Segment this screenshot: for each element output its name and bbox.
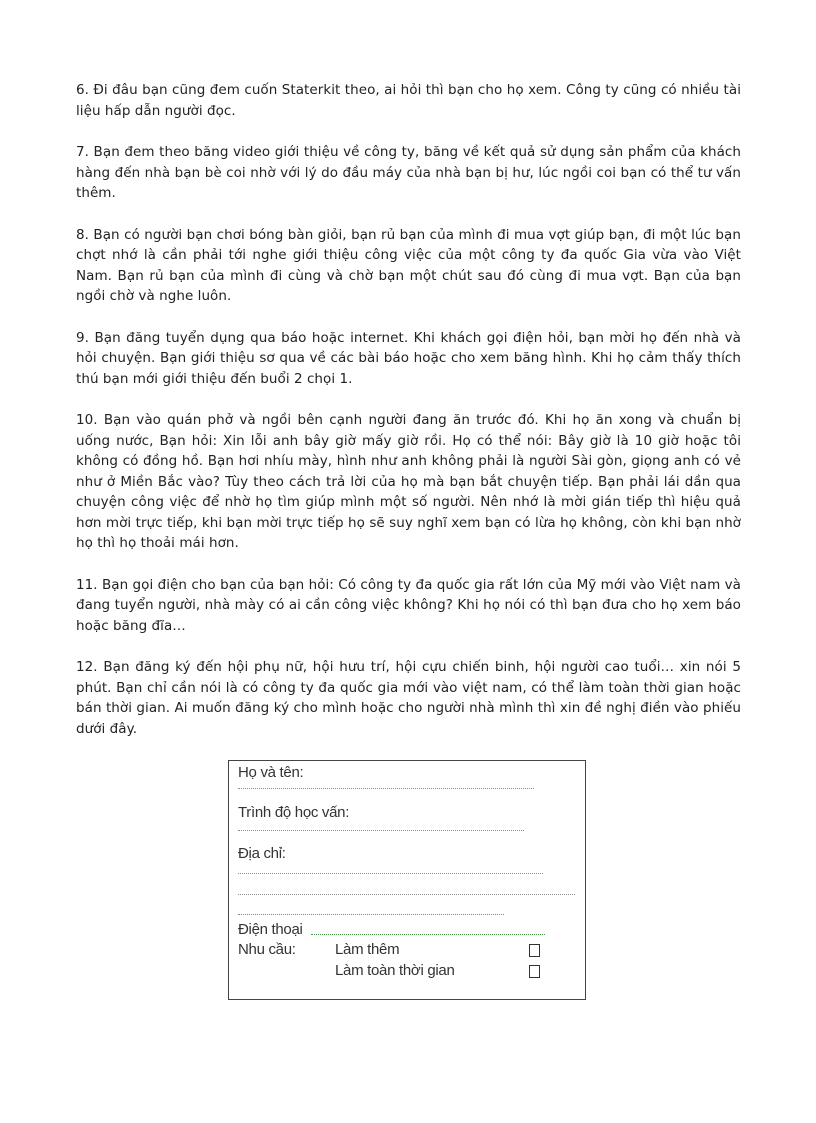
education-label: Trình độ học vấn:	[238, 804, 350, 821]
option-full-time-label: Làm toàn thời gian	[335, 962, 455, 979]
paragraph-10: 10. Bạn vào quán phở và ngồi bên cạnh người đang ăn trước đó. Khi họ ăn xong và chuẩn bị uống nước, Bạn hỏi: Xin lỗi anh bây giờ mấy giờ rồi. Họ có thể nói: Bây giờ là 10 giờ hoặc tôi không có đồng hồ. Bạn hơi nhíu mày, hình như anh không phải là người Sài gòn, giọng anh có vẻ như ở Miền Bắc vào? Tùy theo cách trả lời của họ mà bạn bắt chuyện tiếp. Bạn phải lái dần qua chuyện công việc để nhờ họ tìm giúp mình một số người. Nên nhớ là mời gián tiếp thì hiệu quả hơn mời trực tiếp, khi bạn mời trực tiếp họ sẽ suy nghĩ xem bạn có lừa họ không, còn khi bạn nhờ họ thì họ thoải mái hơn.	[76, 412, 741, 551]
name-dotted-line[interactable]	[238, 788, 534, 789]
needs-label: Nhu cầu:	[238, 941, 296, 958]
paragraph-12: 12. Bạn đăng ký đến hội phụ nữ, hội hưu trí, hội cựu chiến binh, hội người cao tuổi… xin nói 5 phút. Bạn chỉ cần nói là có công ty đa quốc gia mới vào việt nam, có thể làm toàn thời gian hoặc bán thời gian. Ai muốn đăng ký cho mình hoặc cho người nhà mình thì xin đề nghị điền vào phiếu dưới đây.	[76, 659, 741, 737]
name-label: Họ và tên:	[238, 764, 304, 781]
part-time-checkbox[interactable]	[529, 944, 540, 957]
paragraph-11: 11. Bạn gọi điện cho bạn của bạn hỏi: Có công ty đa quốc gia rất lớn của Mỹ mới vào Việt nam và đang tuyển người, nhà mày có ai cần công việc không? Khi họ nói có thì bạn đưa cho họ xem báo hoặc băng đĩa…	[76, 576, 741, 634]
paragraph-7: 7. Bạn đem theo băng video giới thiệu về công ty, băng về kết quả sử dụng sản phẩm của khách hàng đến nhà bạn bè coi nhờ với lý do đầu máy của nhà bạn bị hư, lúc ngồi coi bạn có thể tư vấn thêm.	[76, 144, 741, 201]
option-part-time-label: Làm thêm	[335, 941, 400, 958]
paragraph-9: 9. Bạn đăng tuyển dụng qua báo hoặc internet. Khi khách gọi điện hỏi, bạn mời họ đến nhà và hỏi chuyện. Bạn giới thiệu sơ qua về các bài báo hoặc cho xem băng hình. Khi họ cảm thấy thích thú bạn mới giới thiệu đến buổi 2 chọi 1.	[76, 329, 741, 387]
address-label: Địa chỉ:	[238, 845, 286, 862]
phone-dotted-line[interactable]	[311, 934, 545, 935]
phone-label: Điện thoại	[238, 921, 303, 938]
address-dotted-line-3[interactable]	[238, 914, 504, 915]
full-time-checkbox[interactable]	[529, 965, 540, 978]
document-body	[76, 80, 741, 760]
address-dotted-line-1[interactable]	[238, 873, 543, 874]
paragraph-6: 6. Đi đâu bạn cũng đem cuốn Staterkit theo, ai hỏi thì bạn cho họ xem. Công ty cũng có nhiều tài liệu hấp dẫn người đọc.	[76, 82, 741, 119]
registration-form	[228, 760, 586, 1000]
education-dotted-line[interactable]	[238, 830, 524, 831]
paragraph-8: 8. Bạn có người bạn chơi bóng bàn giỏi, bạn rủ bạn của mình đi mua vợt giúp bạn, đi một lúc bạn chợt nhớ là cần phải tới nghe giới thiệu công việc của một công ty đa quốc Gia vừa vào Việt Nam. Bạn rủ bạn của mình đi cùng và chờ bạn một chút sau đó cùng đi mua vợt. Bạn của bạn ngồi chờ và nghe luôn.	[76, 226, 741, 304]
address-dotted-line-2[interactable]	[238, 894, 575, 895]
